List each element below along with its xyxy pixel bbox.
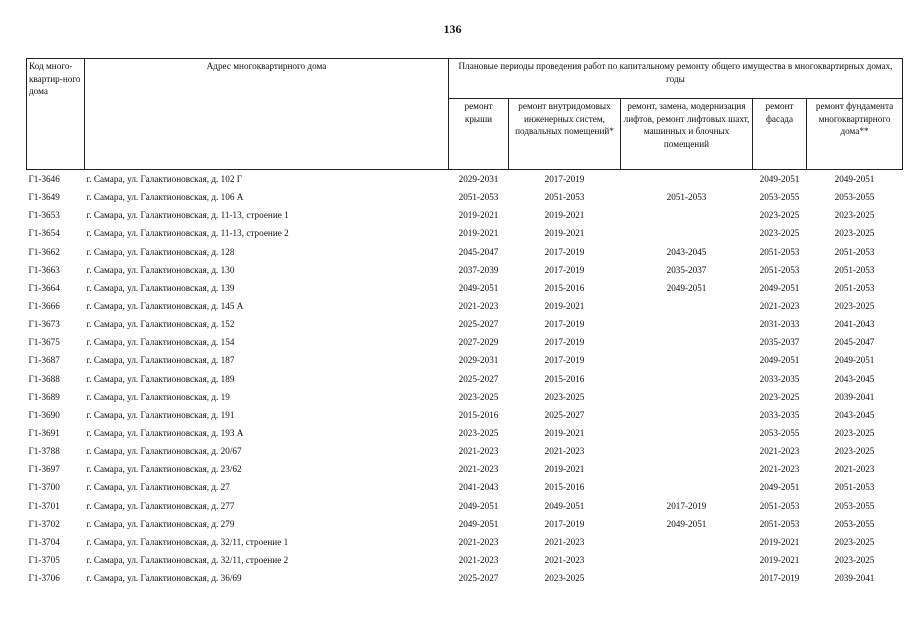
roof-period-cell: 2025-2027 (458, 373, 499, 384)
facade-period-cell: 2051-2053 (759, 518, 800, 529)
roof-period-cell: 2021-2023 (458, 536, 499, 547)
header-address: Адрес многоквартирного дома (85, 59, 449, 99)
facade-period-cell: 2051-2053 (759, 264, 800, 275)
header-periods: Плановые периоды проведения работ по капитальному ремонту общего имущества в многоквартирных домах, годы (449, 59, 903, 99)
engineering-period-cell: 2023-2025 (544, 573, 585, 584)
engineering-period-cell: 2017-2019 (544, 337, 585, 348)
elevator-period-cell (621, 351, 753, 369)
table-row (27, 315, 903, 333)
foundation-period-cell: 2051-2053 (834, 282, 875, 293)
facade-period-cell: 2051-2053 (759, 246, 800, 257)
facade-period-cell: 2051-2053 (759, 500, 800, 511)
foundation-period-cell: 2043-2045 (834, 409, 875, 420)
address-cell: г. Самара, ул. Галактионовская, д. 128 (86, 246, 235, 257)
roof-period-cell: 2015-2016 (458, 409, 499, 420)
house-code-cell: Г1-3687 (28, 355, 60, 366)
foundation-period-cell: 2045-2047 (834, 337, 875, 348)
address-cell: г. Самара, ул. Галактионовская, д. 154 (86, 337, 235, 348)
facade-period-cell: 2023-2025 (759, 210, 800, 221)
roof-period-cell: 2025-2027 (458, 573, 499, 584)
engineering-period-cell: 2021-2023 (544, 536, 585, 547)
foundation-period-cell: 2023-2025 (834, 555, 875, 566)
roof-period-cell: 2021-2023 (458, 301, 499, 312)
table-row (27, 460, 903, 478)
foundation-period-cell: 2021-2023 (834, 464, 875, 475)
facade-period-cell: 2049-2051 (759, 282, 800, 293)
elevator-period-cell (621, 460, 753, 478)
facade-period-cell: 2033-2035 (759, 409, 800, 420)
engineering-period-cell: 2017-2019 (544, 355, 585, 366)
engineering-period-cell: 2017-2019 (544, 319, 585, 330)
roof-period-cell: 2051-2053 (458, 192, 499, 203)
address-cell: г. Самара, ул. Галактионовская, д. 11-13, строение 2 (86, 228, 289, 239)
engineering-period-cell: 2021-2023 (544, 446, 585, 457)
house-code-cell: Г1-3675 (28, 337, 60, 348)
roof-period-cell: 2023-2025 (458, 391, 499, 402)
elevator-period-cell (621, 315, 753, 333)
facade-period-cell: 2049-2051 (759, 482, 800, 493)
roof-period-cell: 2023-2025 (458, 428, 499, 439)
table-row (27, 351, 903, 369)
table-row (27, 551, 903, 569)
address-cell: г. Самара, ул. Галактионовская, д. 191 (86, 409, 235, 420)
roof-period-cell: 2021-2023 (458, 446, 499, 457)
address-cell: г. Самара, ул. Галактионовская, д. 279 (86, 518, 235, 529)
house-code-cell: Г1-3702 (28, 518, 60, 529)
house-code-cell: Г1-3649 (28, 192, 60, 203)
foundation-period-cell: 2053-2055 (834, 500, 875, 511)
table-body (27, 170, 903, 588)
address-cell: г. Самара, ул. Галактионовская, д. 36/69 (86, 573, 242, 584)
address-cell: г. Самара, ул. Галактионовская, д. 152 (86, 319, 235, 330)
house-code-cell: Г1-3689 (28, 391, 60, 402)
facade-period-cell: 2019-2021 (759, 536, 800, 547)
roof-period-cell: 2037-2039 (458, 264, 499, 275)
elevator-period-cell (621, 170, 753, 189)
table-row (27, 515, 903, 533)
address-cell: г. Самара, ул. Галактионовская, д. 145 А (86, 301, 244, 312)
table-row (27, 370, 903, 388)
house-code-cell: Г1-3690 (28, 409, 60, 420)
elevator-period-cell (621, 406, 753, 424)
header-foundation: ремонт фундамента многоквартирного дома** (807, 99, 903, 170)
header-roof: ремонт крыши (449, 99, 509, 170)
elevator-period-cell (621, 569, 753, 587)
repair-schedule-table (26, 58, 903, 587)
elevator-period-cell (621, 297, 753, 315)
engineering-period-cell: 2025-2027 (544, 409, 585, 420)
facade-period-cell: 2023-2025 (759, 228, 800, 239)
table-row (27, 297, 903, 315)
house-code-cell: Г1-3662 (28, 246, 60, 257)
table-row (27, 170, 903, 189)
engineering-period-cell: 2015-2016 (544, 482, 585, 493)
elevator-period-cell: 2051-2053 (666, 192, 707, 203)
elevator-period-cell (621, 533, 753, 551)
engineering-period-cell: 2019-2021 (544, 228, 585, 239)
foundation-period-cell: 2053-2055 (834, 518, 875, 529)
foundation-period-cell: 2023-2025 (834, 228, 875, 239)
engineering-period-cell: 2019-2021 (544, 464, 585, 475)
address-cell: г. Самара, ул. Галактионовская, д. 19 (86, 391, 230, 402)
house-code-cell: Г1-3688 (28, 373, 60, 384)
roof-period-cell: 2019-2021 (458, 210, 499, 221)
engineering-period-cell: 2049-2051 (544, 500, 585, 511)
table-row (27, 533, 903, 551)
address-cell: г. Самара, ул. Галактионовская, д. 32/11, строение 2 (86, 555, 289, 566)
foundation-period-cell: 2023-2025 (834, 446, 875, 457)
facade-period-cell: 2049-2051 (759, 355, 800, 366)
facade-period-cell: 2035-2037 (759, 337, 800, 348)
header-code-cont (27, 99, 85, 170)
house-code-cell: Г1-3691 (28, 428, 60, 439)
engineering-period-cell: 2015-2016 (544, 373, 585, 384)
facade-period-cell: 2021-2023 (759, 301, 800, 312)
table-row (27, 224, 903, 242)
elevator-period-cell (621, 333, 753, 351)
engineering-period-cell: 2017-2019 (544, 264, 585, 275)
address-cell: г. Самара, ул. Галактионовская, д. 106 А (86, 192, 244, 203)
table-row (27, 497, 903, 515)
elevator-period-cell: 2017-2019 (666, 500, 707, 511)
roof-period-cell: 2049-2051 (458, 282, 499, 293)
table-row (27, 206, 903, 224)
roof-period-cell: 2025-2027 (458, 319, 499, 330)
facade-period-cell: 2017-2019 (759, 573, 800, 584)
roof-period-cell: 2049-2051 (458, 518, 499, 529)
roof-period-cell: 2041-2043 (458, 482, 499, 493)
engineering-period-cell: 2019-2021 (544, 210, 585, 221)
facade-period-cell: 2031-2033 (759, 319, 800, 330)
elevator-period-cell: 2035-2037 (666, 264, 707, 275)
foundation-period-cell: 2051-2053 (834, 264, 875, 275)
elevator-period-cell (621, 424, 753, 442)
roof-period-cell: 2021-2023 (458, 464, 499, 475)
page-number: 136 (443, 22, 462, 36)
table-row (27, 424, 903, 442)
elevator-period-cell (621, 224, 753, 242)
foundation-period-cell: 2043-2045 (834, 373, 875, 384)
foundation-period-cell: 2023-2025 (834, 428, 875, 439)
roof-period-cell: 2027-2029 (458, 337, 499, 348)
roof-period-cell: 2021-2023 (458, 555, 499, 566)
address-cell: г. Самара, ул. Галактионовская, д. 189 (86, 373, 235, 384)
table-row (27, 406, 903, 424)
facade-period-cell: 2053-2055 (759, 428, 800, 439)
facade-period-cell: 2033-2035 (759, 373, 800, 384)
address-cell: г. Самара, ул. Галактионовская, д. 11-13, строение 1 (86, 210, 289, 221)
engineering-period-cell: 2021-2023 (544, 555, 585, 566)
facade-period-cell: 2019-2021 (759, 555, 800, 566)
house-code-cell: Г1-3697 (28, 464, 60, 475)
foundation-period-cell: 2039-2041 (834, 573, 875, 584)
house-code-cell: Г1-3705 (28, 555, 60, 566)
foundation-period-cell: 2023-2025 (834, 301, 875, 312)
engineering-period-cell: 2017-2019 (544, 246, 585, 257)
foundation-period-cell: 2049-2051 (834, 174, 875, 185)
elevator-period-cell (621, 478, 753, 496)
facade-period-cell: 2021-2023 (759, 446, 800, 457)
address-cell: г. Самара, ул. Галактионовская, д. 27 (86, 482, 230, 493)
foundation-period-cell: 2039-2041 (834, 391, 875, 402)
house-code-cell: Г1-3653 (28, 210, 60, 221)
elevator-period-cell (621, 442, 753, 460)
table-row (27, 261, 903, 279)
table-row (27, 478, 903, 496)
house-code-cell: Г1-3646 (28, 174, 60, 185)
elevator-period-cell: 2049-2051 (666, 518, 707, 529)
elevator-period-cell (621, 370, 753, 388)
foundation-period-cell: 2023-2025 (834, 536, 875, 547)
roof-period-cell: 2019-2021 (458, 228, 499, 239)
table-row (27, 442, 903, 460)
table-row (27, 388, 903, 406)
roof-period-cell: 2029-2031 (458, 174, 499, 185)
address-cell: г. Самара, ул. Галактионовская, д. 139 (86, 282, 235, 293)
engineering-period-cell: 2015-2016 (544, 282, 585, 293)
house-code-cell: Г1-3700 (28, 482, 60, 493)
table-row (27, 243, 903, 261)
house-code-cell: Г1-3673 (28, 319, 60, 330)
house-code-cell: Г1-3704 (28, 536, 60, 547)
address-cell: г. Самара, ул. Галактионовская, д. 32/11, строение 1 (86, 536, 289, 547)
elevator-period-cell: 2049-2051 (666, 282, 707, 293)
house-code-cell: Г1-3664 (28, 282, 60, 293)
header-elevators: ремонт, замена, модернизация лифтов, ремонт лифтовых шахт, машинных и блочных помещений (621, 99, 753, 170)
address-cell: г. Самара, ул. Галактионовская, д. 23/62 (86, 464, 242, 475)
address-cell: г. Самара, ул. Галактионовская, д. 20/67 (86, 446, 242, 457)
table-row (27, 333, 903, 351)
table-row (27, 569, 903, 587)
elevator-period-cell: 2043-2045 (666, 246, 707, 257)
house-code-cell: Г1-3706 (28, 573, 60, 584)
foundation-period-cell: 2041-2043 (834, 319, 875, 330)
house-code-cell: Г1-3788 (28, 446, 60, 457)
address-cell: г. Самара, ул. Галактионовская, д. 277 (86, 500, 235, 511)
address-cell: г. Самара, ул. Галактионовская, д. 187 (86, 355, 235, 366)
engineering-period-cell: 2051-2053 (544, 192, 585, 203)
elevator-period-cell (621, 551, 753, 569)
header-code: Код много-квартир-ного дома (27, 59, 85, 99)
foundation-period-cell: 2051-2053 (834, 246, 875, 257)
address-cell: г. Самара, ул. Галактионовская, д. 102 Г (86, 174, 243, 185)
address-cell: г. Самара, ул. Галактионовская, д. 130 (86, 264, 235, 275)
foundation-period-cell: 2049-2051 (834, 355, 875, 366)
house-code-cell: Г1-3666 (28, 301, 60, 312)
facade-period-cell: 2023-2025 (759, 391, 800, 402)
engineering-period-cell: 2023-2025 (544, 391, 585, 402)
foundation-period-cell: 2023-2025 (834, 210, 875, 221)
house-code-cell: Г1-3701 (28, 500, 60, 511)
elevator-period-cell (621, 206, 753, 224)
header-engineering: ремонт внутридомовых инженерных систем, подвальных помещений* (509, 99, 621, 170)
engineering-period-cell: 2017-2019 (544, 174, 585, 185)
facade-period-cell: 2053-2055 (759, 192, 800, 203)
roof-period-cell: 2049-2051 (458, 500, 499, 511)
roof-period-cell: 2029-2031 (458, 355, 499, 366)
house-code-cell: Г1-3663 (28, 264, 60, 275)
address-cell: г. Самара, ул. Галактионовская, д. 193 А (86, 428, 244, 439)
table-row (27, 279, 903, 297)
foundation-period-cell: 2053-2055 (834, 192, 875, 203)
header-address-cont (85, 99, 449, 170)
engineering-period-cell: 2017-2019 (544, 518, 585, 529)
facade-period-cell: 2049-2051 (759, 174, 800, 185)
engineering-period-cell: 2019-2021 (544, 428, 585, 439)
header-facade: ремонт фасада (753, 99, 807, 170)
roof-period-cell: 2045-2047 (458, 246, 499, 257)
elevator-period-cell (621, 388, 753, 406)
house-code-cell: Г1-3654 (28, 228, 60, 239)
facade-period-cell: 2021-2023 (759, 464, 800, 475)
table-row (27, 188, 903, 206)
foundation-period-cell: 2051-2053 (834, 482, 875, 493)
engineering-period-cell: 2019-2021 (544, 301, 585, 312)
